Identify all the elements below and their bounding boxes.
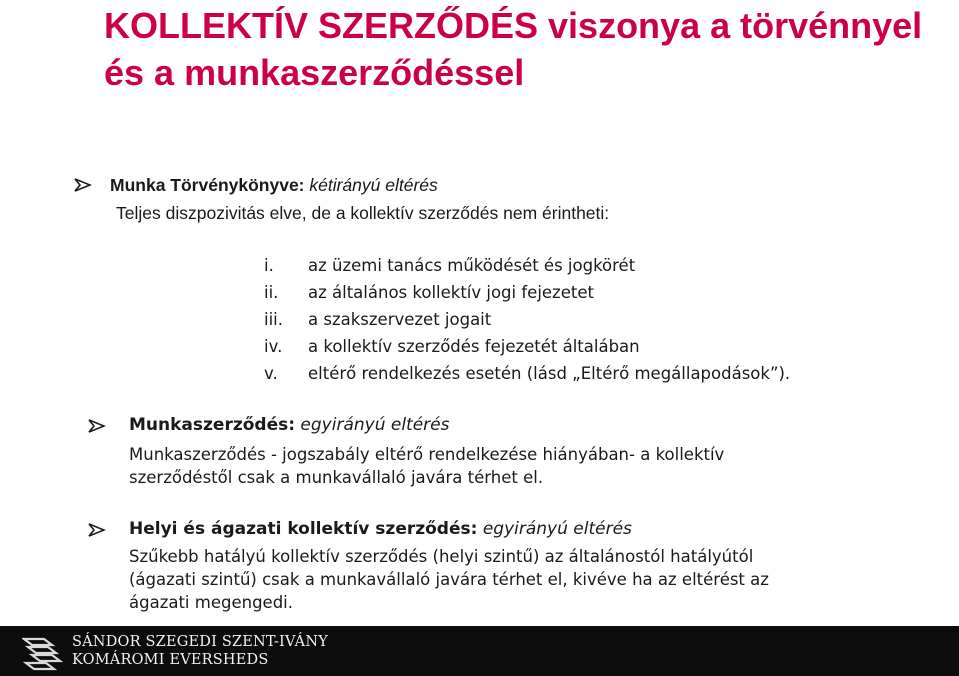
list-item-text: a kollektív szerződés fejezetét általában: [308, 337, 640, 356]
list-item-number: v.: [264, 364, 278, 383]
section1-heading-bold: Munka Törvénykönyve:: [110, 175, 305, 195]
footer-bar: [0, 626, 959, 676]
list-item: [264, 310, 491, 330]
page-title: KOLLEKTÍV SZERZŐDÉS viszonya a törvénnyel és a munkaszerződéssel: [104, 5, 923, 93]
list-item: [264, 337, 640, 357]
section3-heading-italic: egyirányú eltérés: [482, 519, 632, 539]
section2-line: szerződéstől csak a munkavállaló javára térhet el.: [129, 468, 544, 487]
section3-line: Szűkebb hatályú kollektív szerződés (helyi szintű) az általánostól hatályútól: [129, 547, 754, 566]
arrow-bullet-icon: [74, 178, 92, 192]
section3-line: (ágazati szintű) csak a munkavállaló javára térhet el, kivéve ha az eltérést az: [129, 570, 769, 589]
section2-heading-bold: Munkaszerződés:: [129, 415, 296, 435]
list-item: [264, 256, 635, 276]
list-item-text: az általános kollektív jogi fejezetet: [308, 283, 594, 302]
section1-text: Teljes diszpozivitás elve, de a kollektív szerződés nem érintheti:: [116, 203, 610, 223]
eversheds-logo-icon: [22, 635, 64, 671]
section3-heading-bold: Helyi és ágazati kollektív szerződés:: [129, 519, 478, 539]
list-item: [264, 283, 594, 303]
list-item-text: a szakszervezet jogait: [308, 310, 492, 329]
list-item: [264, 364, 790, 384]
section2-line: Munkaszerződés - jogszabály eltérő rendelkezése hiányában- a kollektív: [129, 445, 725, 464]
list-item-text: az üzemi tanács működését és jogkörét: [308, 256, 636, 275]
section1-heading: [110, 175, 438, 196]
section2-heading-italic: egyirányú eltérés: [300, 415, 450, 435]
section3-heading: [129, 519, 632, 539]
section3-line: ágazati megengedi.: [129, 593, 294, 612]
list-item-number: ii.: [264, 283, 279, 302]
firm-name-line2: KOMÁROMI EVERSHEDS: [72, 652, 269, 668]
list-item-number: iii.: [264, 310, 283, 329]
list-item-number: iv.: [264, 337, 283, 356]
section2-heading: [129, 415, 450, 435]
section1-heading-italic: kétirányú eltérés: [309, 175, 438, 195]
firm-name-line1: SÁNDOR SZEGEDI SZENT-IVÁNY: [72, 634, 328, 650]
list-item-number: i.: [264, 256, 274, 275]
arrow-bullet-icon: [88, 523, 106, 537]
list-item-text: eltérő rendelkezés esetén (lásd „Eltérő megállapodások”).: [308, 364, 791, 383]
arrow-bullet-icon: [88, 419, 106, 433]
